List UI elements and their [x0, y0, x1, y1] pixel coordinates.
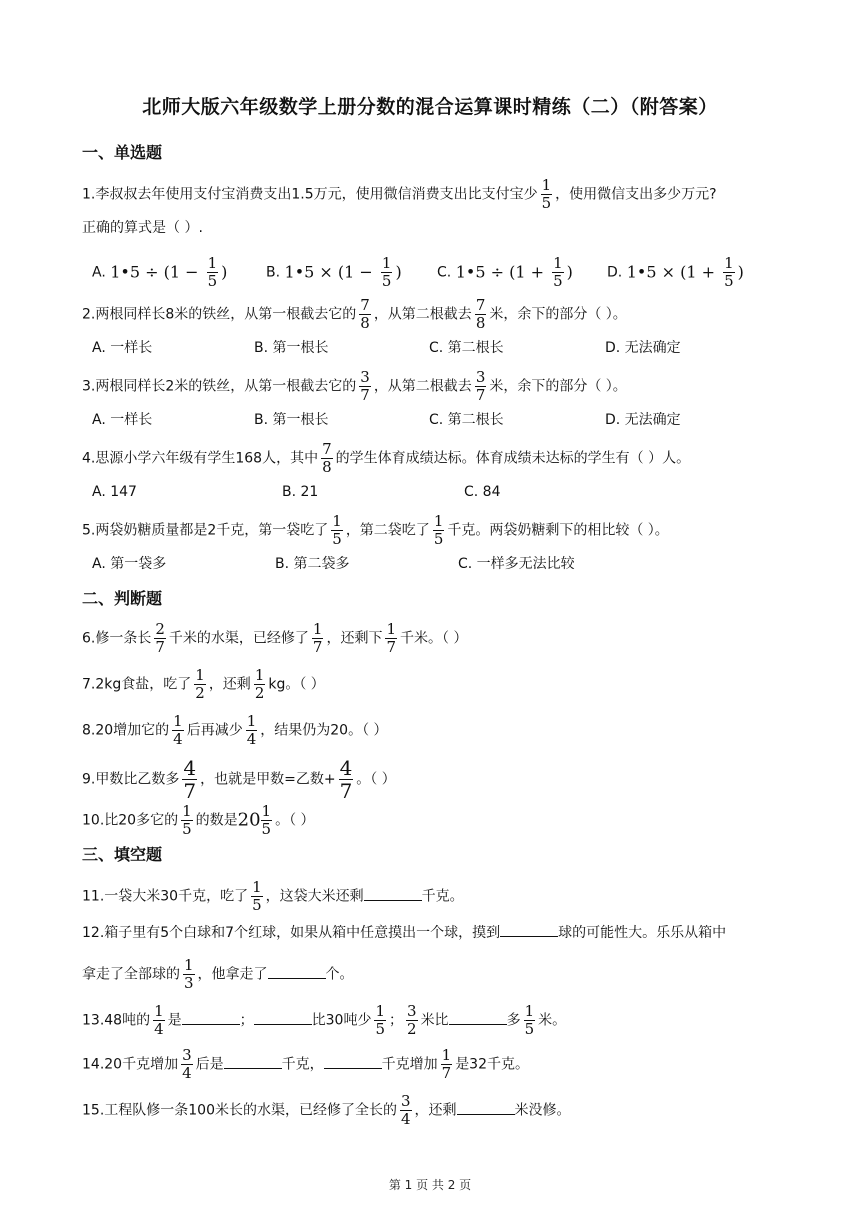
- answer-blank[interactable]: [268, 964, 326, 979]
- option-c[interactable]: C. 84: [464, 484, 501, 500]
- option-c[interactable]: C. 一样多无法比较: [458, 556, 575, 572]
- answer-blank[interactable]: [254, 1010, 312, 1025]
- question-15: 15.工程队修一条100米长的水渠，已经修了全长的 $\frac{3}{4}$ ，还剩 米没修。: [82, 1092, 571, 1128]
- answer-blank[interactable]: [324, 1054, 382, 1069]
- option-b[interactable]: B. 第一根长: [254, 412, 329, 428]
- option-d[interactable]: D. 1•5 × (1 + $\frac{1}{5}$ ): [607, 254, 744, 290]
- answer-blank[interactable]: [364, 886, 422, 901]
- answer-blank[interactable]: [500, 922, 558, 937]
- option-a[interactable]: A. 一样长: [92, 412, 153, 428]
- option-b[interactable]: B. 21: [282, 484, 319, 500]
- answer-blank[interactable]: [457, 1100, 515, 1115]
- question-12: 12.箱子里有5个白球和7个红球，如果从箱中任意摸出一个球，摸到 球的可能性大。乐乐从箱中: [82, 922, 726, 943]
- option-c[interactable]: C. 第二根长: [429, 412, 504, 428]
- question-7: 7.2kg食盐，吃了 $\frac{1}{2}$ ，还剩 $\frac{1}{2}$ kg。（ ）: [82, 666, 325, 702]
- question-11: 11.一袋大米30千克，吃了 $\frac{1}{5}$ ，这袋大米还剩 千克。: [82, 878, 464, 914]
- option-a[interactable]: A. 一样长: [92, 340, 153, 356]
- question-3: 3.两根同样长2米的铁丝，从第一根截去它的 $\frac{3}{7}$ ，从第二根截去 $\frac{3}{7}$ 米，余下的部分（ ）。: [82, 368, 627, 404]
- question-6: 6.修一条长 $\frac{2}{7}$ 千米的水渠，已经修了 $\frac{1}{7}$ ，还剩下 $\frac{1}{7}$ 千米。（ ）: [82, 620, 468, 656]
- option-a[interactable]: A. 第一袋多: [92, 556, 167, 572]
- section-heading-true-false: 二、判断题: [82, 589, 163, 608]
- question-10: 10.比20多它的 $\frac{1}{5}$ 的数是20 $\frac{1}{5}$ 。（ ）: [82, 802, 315, 838]
- option-c[interactable]: C. 1•5 ÷ (1 + $\frac{1}{5}$ ): [437, 254, 573, 290]
- fraction: $\frac{1}{5}$: [541, 176, 552, 212]
- option-b[interactable]: B. 第二袋多: [275, 556, 350, 572]
- question-1: 1.李叔叔去年使用支付宝消费支出1.5万元，使用微信消费支出比支付宝少 $\frac{1}{5}$ ，使用微信支出多少万元?: [82, 176, 717, 212]
- option-b[interactable]: B. 第一根长: [254, 340, 329, 356]
- option-a[interactable]: A. 1•5 ÷ (1 − $\frac{1}{5}$ ): [92, 254, 228, 290]
- section-heading-single-choice: 一、单选题: [82, 143, 163, 162]
- option-a[interactable]: A. 147: [92, 484, 137, 500]
- question-9: 9.甲数比乙数多 $\frac{4}{7}$ ，也就是甲数=乙数+ $\frac{4}{7}$ 。（ ）: [82, 756, 396, 803]
- question-1-line-2: 正确的算式是（ ）.: [82, 220, 203, 236]
- question-1-options: [92, 254, 792, 290]
- question-13: 13.48吨的 $\frac{1}{4}$ 是 ； 比30吨少 $\frac{1}{5}$ ； $\frac{3}{2}$ 米比 多 $\frac{1}{5}$ 米。: [82, 1002, 567, 1038]
- option-c[interactable]: C. 第二根长: [429, 340, 504, 356]
- question-14: 14.20千克增加 $\frac{3}{4}$ 后是 千克， 千克增加 $\frac{1}{7}$ 是32千克。: [82, 1046, 530, 1082]
- answer-blank[interactable]: [182, 1010, 240, 1025]
- option-d[interactable]: D. 无法确定: [605, 340, 681, 356]
- section-heading-fill-in: 三、填空题: [82, 845, 163, 864]
- question-2: 2.两根同样长8米的铁丝，从第一根截去它的 $\frac{7}{8}$ ，从第二根截去 $\frac{7}{8}$ 米，余下的部分（ ）。: [82, 296, 627, 332]
- page-title: 北师大版六年级数学上册分数的混合运算课时精练（二）（附答案）: [142, 96, 718, 118]
- option-d[interactable]: D. 无法确定: [605, 412, 681, 428]
- question-12-line-2: 拿走了全部球的 $\frac{1}{3}$ ，他拿走了 个。: [82, 956, 354, 992]
- answer-blank[interactable]: [449, 1010, 507, 1025]
- question-8: 8.20增加它的 $\frac{1}{4}$ 后再减少 $\frac{1}{4}$ ，结果仍为20。（ ）: [82, 712, 388, 748]
- question-4: 4.思源小学六年级有学生168人，其中 $\frac{7}{8}$ 的学生体育成绩达标。体育成绩未达标的学生有（ ）人。: [82, 440, 691, 476]
- option-b[interactable]: B. 1•5 × (1 − $\frac{1}{5}$ ): [266, 254, 402, 290]
- question-5: 5.两袋奶糖质量都是2千克，第一袋吃了 $\frac{1}{5}$ ，第二袋吃了 $\frac{1}{5}$ 千克。两袋奶糖剩下的相比较（ ）。: [82, 512, 669, 548]
- answer-blank[interactable]: [224, 1054, 282, 1069]
- page-footer: 第 1 页 共 2 页: [388, 1178, 472, 1192]
